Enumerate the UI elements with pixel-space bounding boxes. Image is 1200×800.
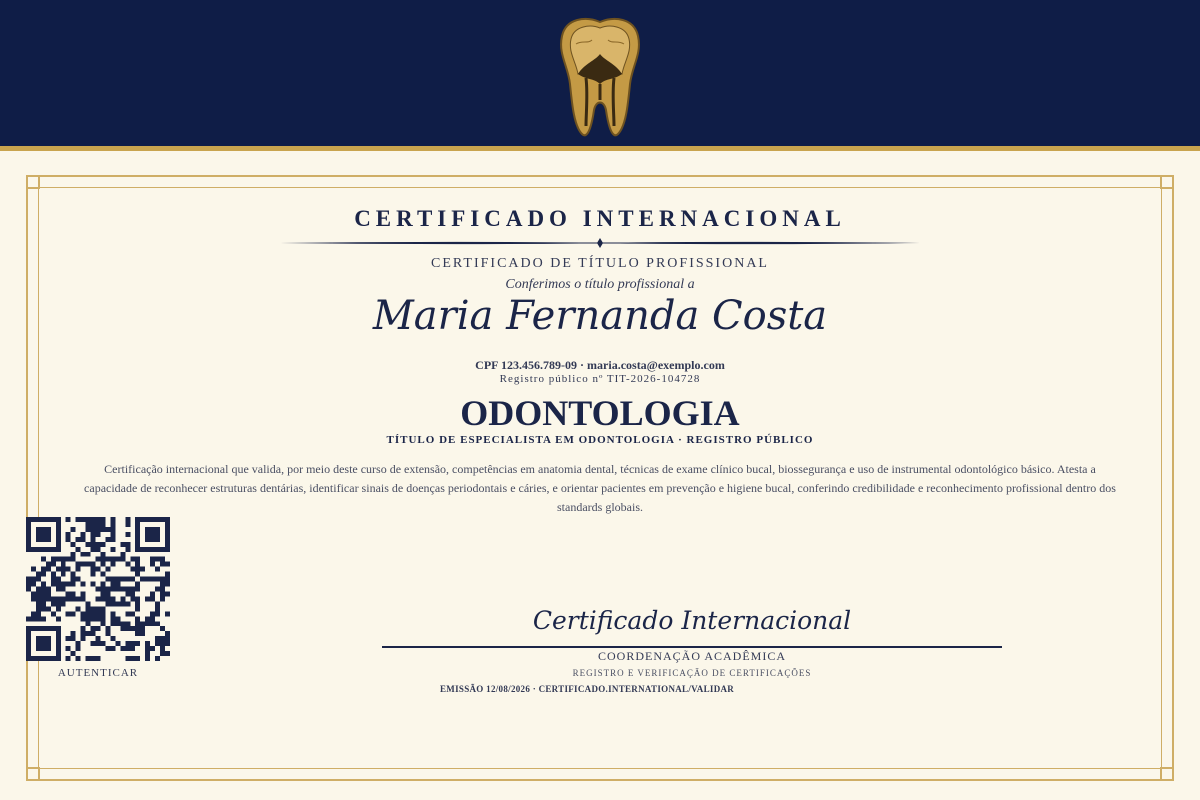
title-divider bbox=[280, 236, 920, 250]
course-subtitle: TÍTULO DE ESPECIALISTA EM ODONTOLOGIA · REGISTRO PÚBLICO bbox=[386, 434, 814, 446]
intro-text: Conferimos o título profissional a bbox=[505, 277, 695, 292]
signature-role: COORDENAÇÃO ACADÊMICA bbox=[597, 649, 786, 663]
frame-corner-ornament bbox=[26, 175, 40, 189]
recipient-contact: CPF 123.456.789-09 · maria.costa@exemplo.com bbox=[475, 358, 725, 372]
certificate-description: Certificação internacional que valida, por meio deste curso de extensão, competências em anatomia dental, técnicas de exame clínico bucal, biossegurança e uso de instrumental odontológico básico. Atesta a capacidade de reconhecer estruturas dentárias, identificar sinais de doenças periodontais e cáries, e orientar pacientes em prevenção e higiene bucal, conferindo credibilidade e reconhecimento profissional dentro dos standards globais. bbox=[84, 462, 1116, 514]
frame-corner-ornament bbox=[1160, 767, 1174, 781]
registry-number: Registro público nº TIT-2026-104728 bbox=[499, 373, 701, 385]
frame-corner-ornament bbox=[26, 767, 40, 781]
signature-organization: REGISTRO E VERIFICAÇÃO DE CERTIFICAÇÕES bbox=[572, 668, 812, 678]
qr-authenticate-label[interactable]: AUTENTICAR bbox=[57, 667, 139, 679]
frame-corner-ornament bbox=[1160, 175, 1174, 189]
certificate-title: CERTIFICADO INTERNACIONAL bbox=[354, 206, 846, 231]
certificate-subtitle: CERTIFICADO DE TÍTULO PROFISSIONAL bbox=[431, 256, 769, 271]
qr-code-icon[interactable] bbox=[26, 517, 170, 661]
tooth-icon bbox=[556, 14, 644, 140]
signature-line bbox=[382, 646, 1002, 648]
header-gold-rule bbox=[0, 146, 1200, 151]
signature: Certificado Internacional bbox=[532, 606, 852, 635]
course-title: ODONTOLOGIA bbox=[460, 393, 740, 433]
emission-info: EMISSÃO 12/08/2026 · CERTIFICADO.INTERNATIONAL/VALIDAR bbox=[440, 684, 735, 694]
recipient-name: Maria Fernanda Costa bbox=[372, 293, 828, 339]
